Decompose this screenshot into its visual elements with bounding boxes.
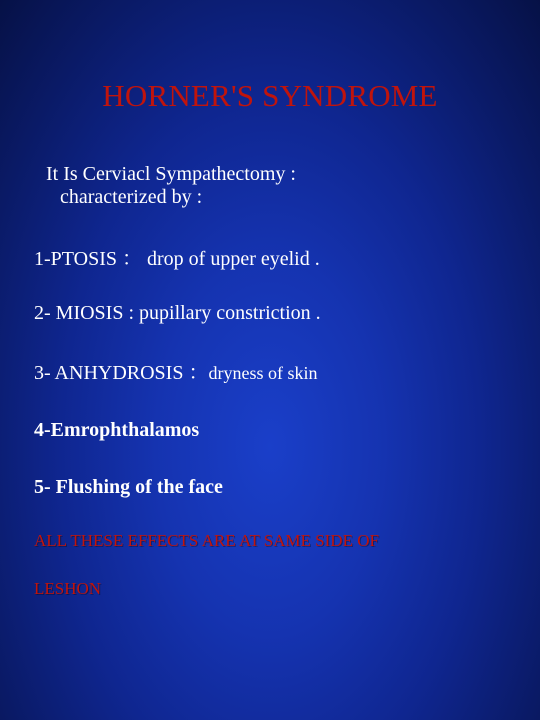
list-item-enophthalmos: 4-Emrophthalamos xyxy=(34,419,200,441)
note-line-1: ALL THESE EFFECTS ARE AT SAME SIDE OF xyxy=(34,531,379,550)
list-item-miosis xyxy=(34,300,514,326)
item-description: pupillary constriction . xyxy=(139,302,321,324)
item-description: dryness of skin xyxy=(208,363,318,383)
list-item-flushing: 5- Flushing of the face xyxy=(34,476,223,498)
intro-line-2: characterized by : xyxy=(60,186,203,208)
item-separator: ： xyxy=(122,246,142,270)
list-item-anhydrosis xyxy=(34,359,514,386)
intro-text xyxy=(46,163,516,209)
intro-line-1: It Is Cerviacl Sympathectomy : xyxy=(46,163,296,185)
item-separator: ： xyxy=(188,360,209,384)
item-term: 2- MIOSIS : xyxy=(34,302,140,324)
item-term: 3- ANHYDROSIS xyxy=(34,362,189,384)
item-term: 1-PTOSIS xyxy=(34,248,122,270)
note-line-2: LESHON xyxy=(34,579,102,598)
item-description: drop of upper eyelid . xyxy=(142,248,320,270)
list-item-ptosis xyxy=(34,245,514,272)
slide-title: HORNER'S SYNDROME xyxy=(102,78,438,113)
